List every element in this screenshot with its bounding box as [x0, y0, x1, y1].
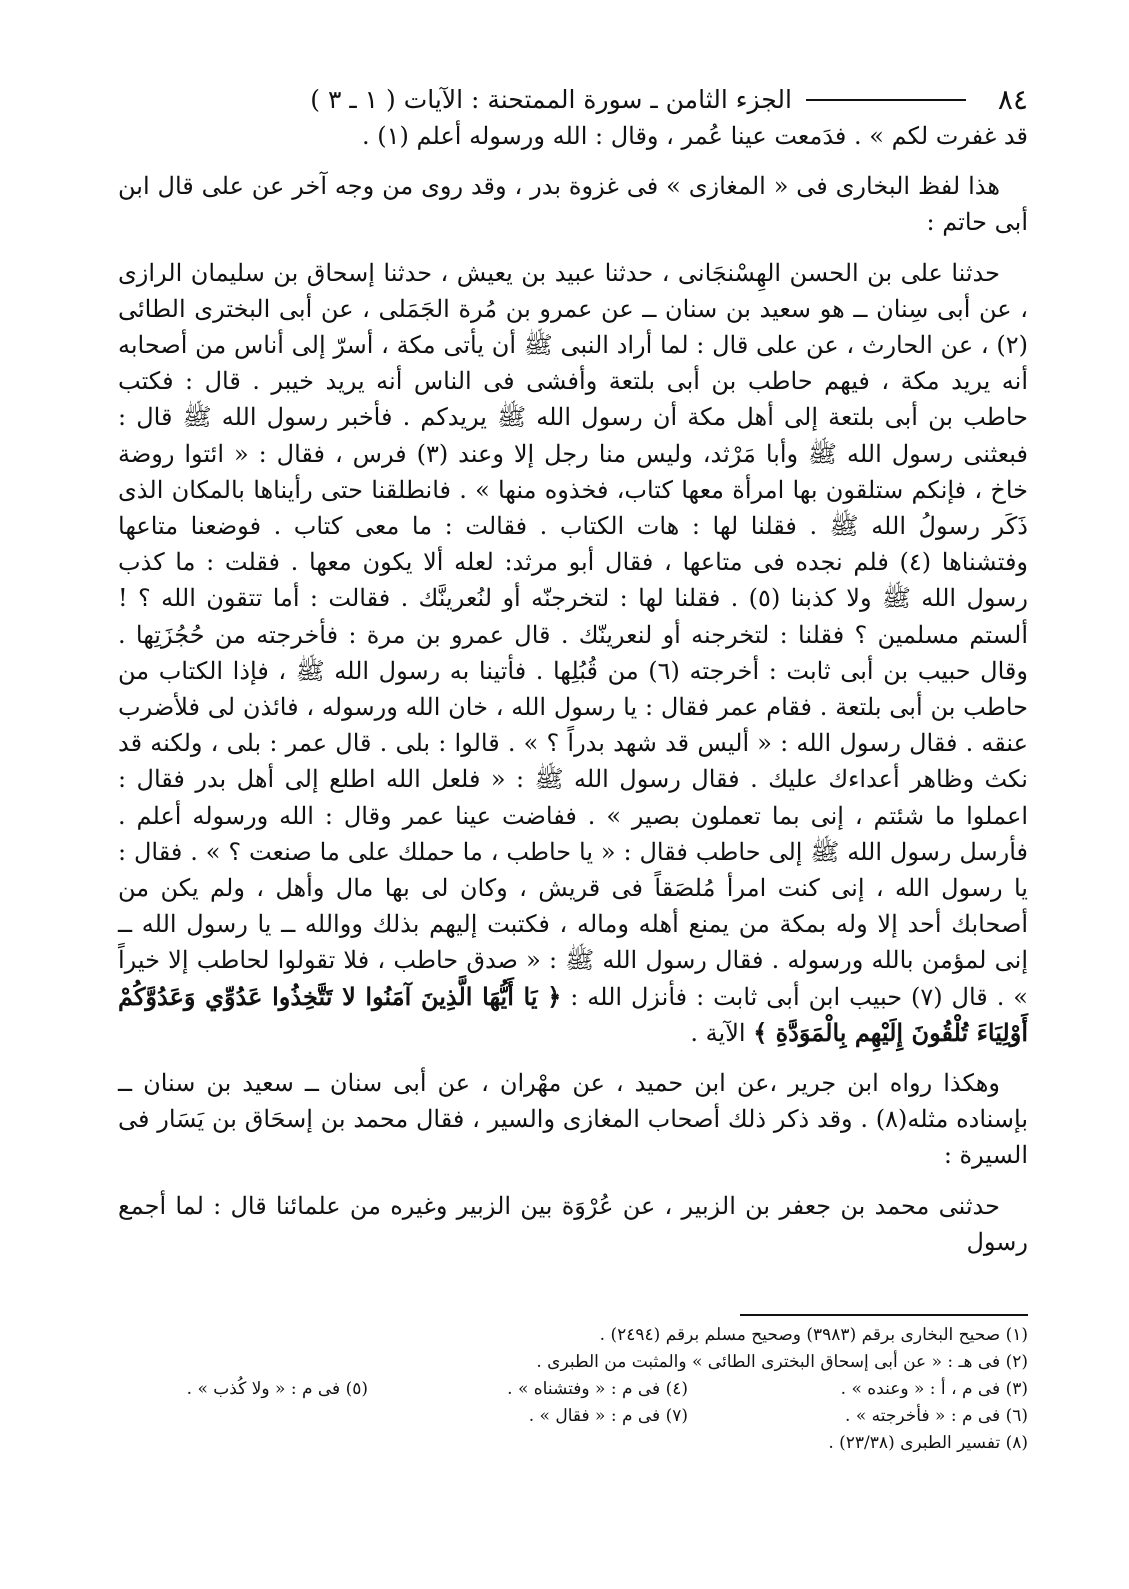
paragraph-ibn-ishaq: حدثنى محمد بن جعفر بن الزبير ، عن عُرْوَة بين الزبير وغيره من علمائنا قال : لما أجمع رسول — [118, 1191, 1028, 1256]
footnote-1: (١) صحيح البخارى برقم (٣٩٨٣) وصحيح مسلم برقم (٢٤٩٤) . — [599, 1325, 1028, 1345]
footnote-line — [118, 1322, 1028, 1349]
quran-verse: ﴿ يَا أَيُّهَا الَّذِينَ آمَنُوا لا تَتَّخِذُوا عَدُوِّي وَعَدُوَّكُمْ أَوْلِيَاءَ تُلْقُونَ إِلَيْهِم بِالْمَوَدَّةِ ﴾ — [118, 981, 1028, 1047]
footnote-4: (٤) فى م : « وفتشناه » . — [507, 1379, 688, 1399]
footnote-separator — [740, 1314, 1028, 1316]
paragraph-continuation: قد غفرت لكم » . فدَمعت عينا عُمر ، وقال : الله ورسوله أعلم (١) . — [362, 122, 1028, 150]
running-title: الجزء الثامن ـ سورة الممتحنة : الآيات ( ١ ـ ٣ ) — [310, 85, 792, 114]
footnotes — [118, 1322, 1028, 1457]
footnote-line — [118, 1349, 1028, 1376]
footnote-8: (٨) تفسير الطبرى (٢٣/٣٨) . — [828, 1433, 1028, 1453]
paragraph-ibn-jarir: وهكذا رواه ابن جرير ،عن ابن حميد ، عن مهْران ، عن أبى سنان ــ سعيد بن سنان ــ بإسناده مثله(٨) . وقد ذكر ذلك أصحاب المغازى والسير ، فقال محمد بن إسحَاق بن يَسَار فى السيرة : — [118, 1069, 1028, 1170]
footnote-line — [118, 1376, 1028, 1403]
footnote-5: (٥) فى م : « ولا كُذب » . — [186, 1379, 368, 1399]
paragraph-bukhari-note: هذا لفظ البخارى فى « المغازى » فى غزوة بدر ، وقد روى من وجه آخر عن على قال ابن أبى حاتم : — [118, 172, 1028, 237]
footnote-7: (٧) فى م : « فقال » . — [528, 1406, 688, 1426]
header-rule — [806, 99, 966, 101]
hadith-text: حدثنا على بن الحسن الهِسْنجَانى ، حدثنا عبيد بن يعيش ، حدثنا إسحاق بن سليمان الرازى ، عن أبى سِنان ــ هو سعيد بن سنان ــ عن عمرو بن مُرة الجَمَلى ، عن أبى البخترى الطائى (٢) ، عن الحارث ، عن على قال : لما أراد النبى ﷺ أن يأتى مكة ، أسرّ إلى أناس من أصحابه أنه يريد مكة ، فيهم حاطب بن أبى بلتعة وأفشى فى الناس أنه يريد خيبر . قال : فكتب حاطب بن أبى بلتعة إلى أهل مكة أن رسول الله ﷺ يريدكم . فأخبر رسول الله ﷺ قال : فبعثنى رسول الله ﷺ وأبا مَرْثد، وليس منا رجل إلا وعند (٣) فرس ، فقال : « ائتوا روضة خاخ ، فإنكم ستلقون بها امرأة معها كتاب، فخذوه منها » . فانطلقنا حتى رأيناها بالمكان الذى ذَكَر رسولُ الله ﷺ . فقلنا لها : هات الكتاب . فقالت : ما معى كتاب . فوضعنا متاعها وفتشناها (٤) فلم نجده فى متاعها ، فقال أبو مرثد: لعله ألا يكون معها . فقلت : ما كذب رسول الله ﷺ ولا كذبنا (٥) . فقلنا لها : لتخرجنّه أو لنُعرينَّك . فقالت : أما تتقون الله ؟ ! ألستم مسلمين ؟ فقلنا : لتخرجنه أو لنعرينّك . قال عمرو بن مرة : فأخرجته من حُجُزَتِها . وقال حبيب بن أبى ثابت : أخرجته (٦) من قُبُلِها . فأتينا به رسول الله ﷺ ، فإذا الكتاب من حاطب بن أبى بلتعة . فقام عمر فقال : يا رسول الله ، خان الله ورسوله ، فائذن لى فلأضرب عنقه . فقال رسول الله : « أليس قد شهد بدراً ؟ » . قالوا : بلى . قال عمر : بلى ، ولكنه قد نكث وظاهر أعداءك عليك . فقال رسول الله ﷺ : « فلعل الله اطلع إلى أهل بدر فقال : اعملوا ما شئتم ، إنى بما تعملون بصير » . ففاضت عينا عمر وقال : الله ورسوله أعلم . فأرسل رسول الله ﷺ إلى حاطب فقال : « يا حاطب ، ما حملك على ما صنعت ؟ » . فقال : يا رسول الله ، إنى كنت امرأ مُلصَقاً فى قريش ، وكان لى بها مال وأهل ، ولم يكن من أصحابك أحد إلا وله بمكة من يمنع أهله وماله ، فكتبت إليهم بذلك ووالله ــ يا رسول الله ــ إنى لمؤمن بالله ورسوله . فقال رسول الله ﷺ : « صدق حاطب ، فلا تقولوا لحاطب إلا خيراً » . قال (٧) حبيب ابن أبى ثابت : فأنزل الله : — [118, 258, 1029, 1011]
paragraph-hadith — [118, 255, 1028, 1051]
footnote-line — [118, 1403, 1028, 1430]
footnote-6: (٦) فى م : « فأخرجته » . — [845, 1406, 1028, 1426]
footnote-2: (٢) فى هـ : « عن أبى إسحاق البخترى الطائى » والمثبت من الطبرى . — [536, 1352, 1028, 1372]
page-header — [118, 82, 1028, 118]
footnote-line — [118, 1430, 1028, 1457]
verse-tail: الآية . — [690, 1018, 746, 1047]
main-text — [118, 118, 1028, 1260]
footnote-3: (٣) فى م ، أ : « وعنده » . — [840, 1379, 1028, 1399]
page-number: ٨٤ — [997, 83, 1028, 116]
